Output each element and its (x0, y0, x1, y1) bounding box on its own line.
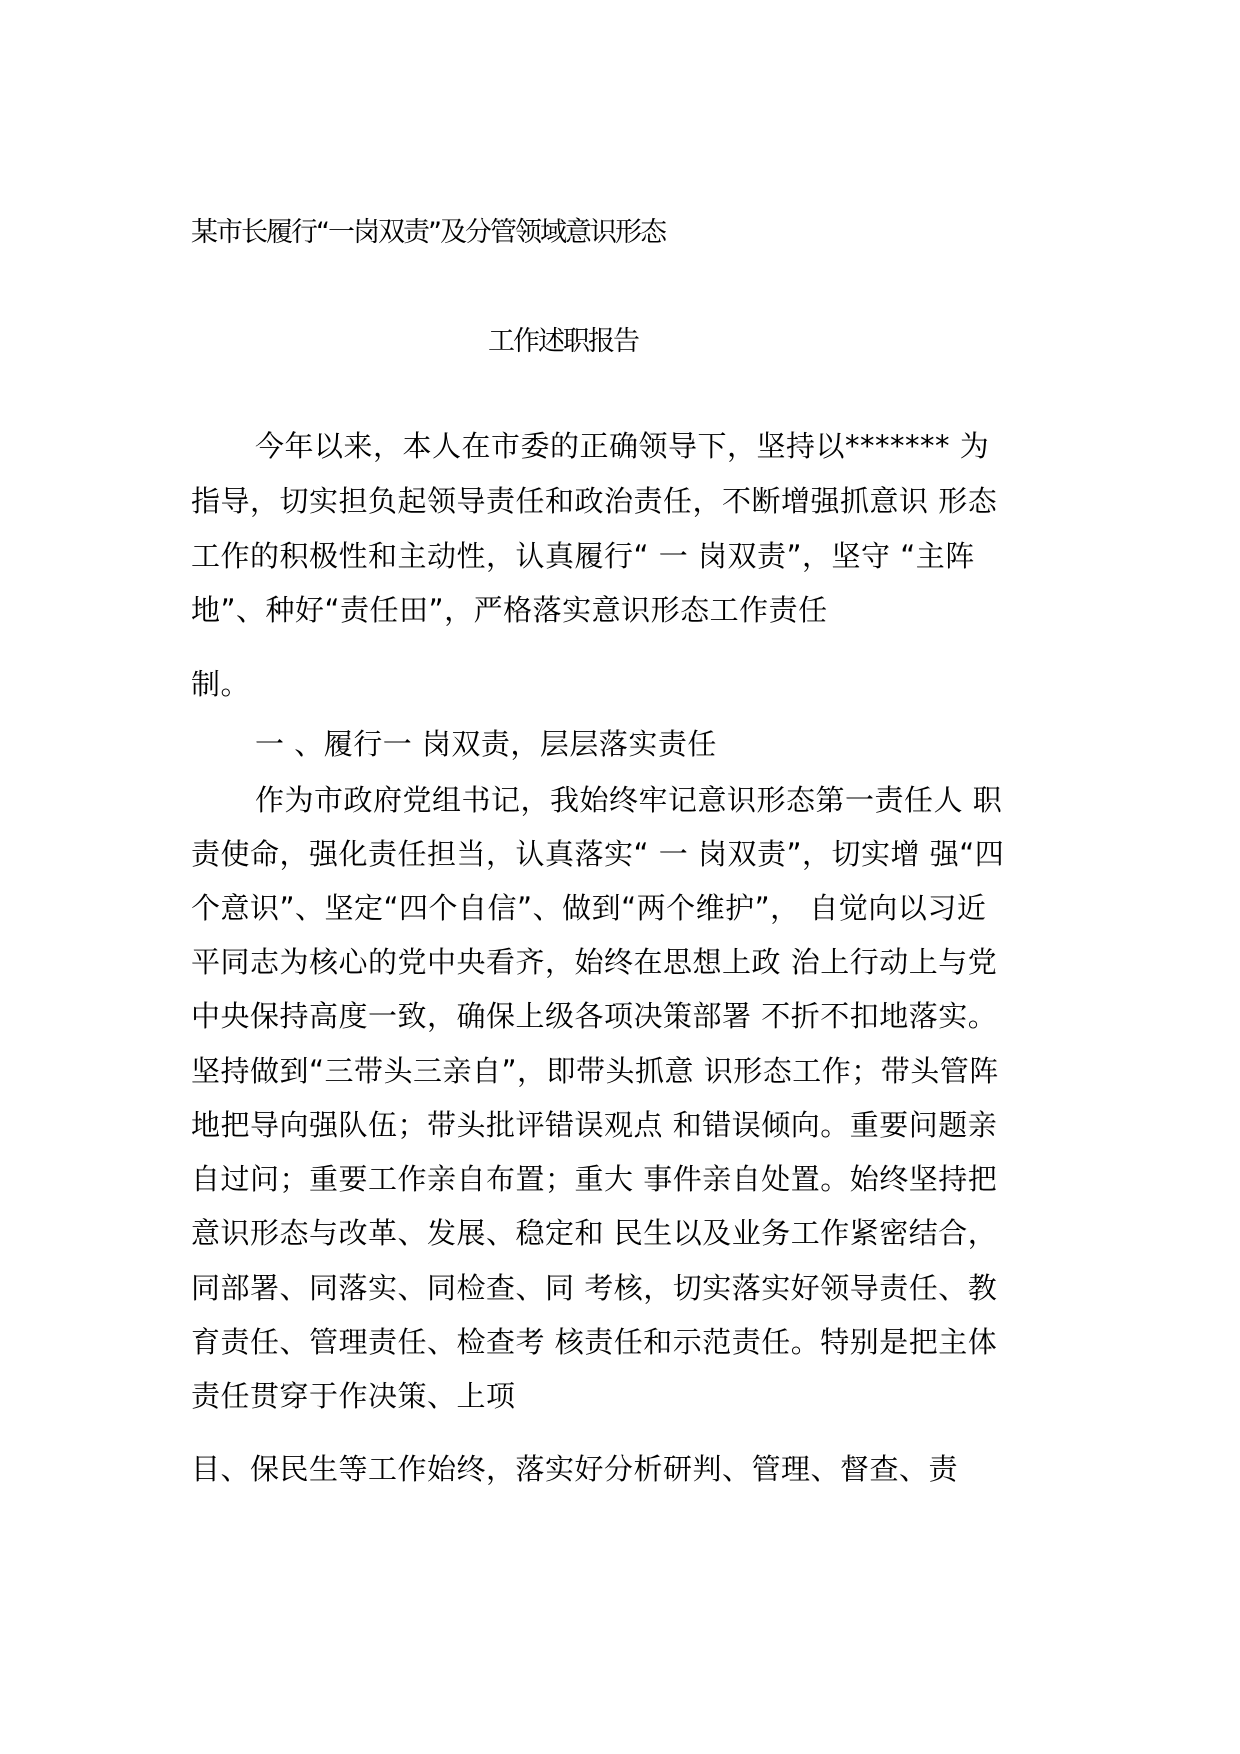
paragraph-2-line-4: 平同志为核心的党中央看齐，始终在思想上政 治上行动上与党 (191, 945, 998, 979)
paragraph-2-line-9: 意识形态与改革、发展、稳定和 民生以及业务工作紧密结合， (191, 1216, 998, 1250)
paragraph-1-line-1: 今年以来，本人在市委的正确领导下，坚持以******* 为 (255, 429, 990, 463)
paragraph-1-line-4: 地”、种好“责任田”，严格落实意识形态工作责任 (191, 593, 828, 627)
paragraph-2-line-7: 地把导向强队伍；带头批评错误观点 和错误倾向。重要问题亲 (191, 1108, 998, 1142)
paragraph-1-line-2: 指导，切实担负起领导责任和政治责任，不断增强抓意识 形态 (191, 484, 998, 518)
paragraph-1-line-3: 工作的积极性和主动性，认真履行“ 一 岗双责”，坚守 “主阵 (191, 539, 975, 573)
document-title-line-1: 某市长履行“一岗双责”及分管领域意识形态 (191, 217, 665, 248)
document-title-line-2: 工作述职报告 (488, 326, 638, 357)
paragraph-2-line-13: 目、保民生等工作始终，落实好分析研判、管理、督查、责 (191, 1452, 959, 1486)
paragraph-2-line-11: 育责任、管理责任、检查考 核责任和示范责任。特别是把主体 (191, 1325, 998, 1359)
section-heading-1: 一 、履行一 岗双责，层层落实责任 (255, 727, 717, 761)
paragraph-2-line-2: 责使命，强化责任担当，认真落实“ 一 岗双责”，切实增 强“四 (191, 837, 1005, 871)
paragraph-2-line-12: 责任贯穿于作决策、上项 (191, 1379, 516, 1413)
paragraph-2-line-1: 作为市政府党组书记，我始终牢记意识形态第一责任人 职 (255, 783, 1003, 817)
paragraph-1-line-5: 制。 (191, 667, 251, 701)
paragraph-2-line-6: 坚持做到“三带头三亲自”，即带头抓意 识形态工作；带头管阵 (191, 1054, 999, 1088)
paragraph-2-line-3: 个意识”、坚定“四个自信”、做到“两个维护”， 自觉向以习近 (191, 891, 987, 925)
paragraph-2-line-10: 同部署、同落实、同检查、同 考核，切实落实好领导责任、教 (191, 1271, 998, 1305)
paragraph-2-line-8: 自过问；重要工作亲自布置；重大 事件亲自处置。始终坚持把 (191, 1162, 998, 1196)
paragraph-2-line-5: 中央保持高度一致，确保上级各项决策部署 不折不扣地落实。 (191, 999, 998, 1033)
